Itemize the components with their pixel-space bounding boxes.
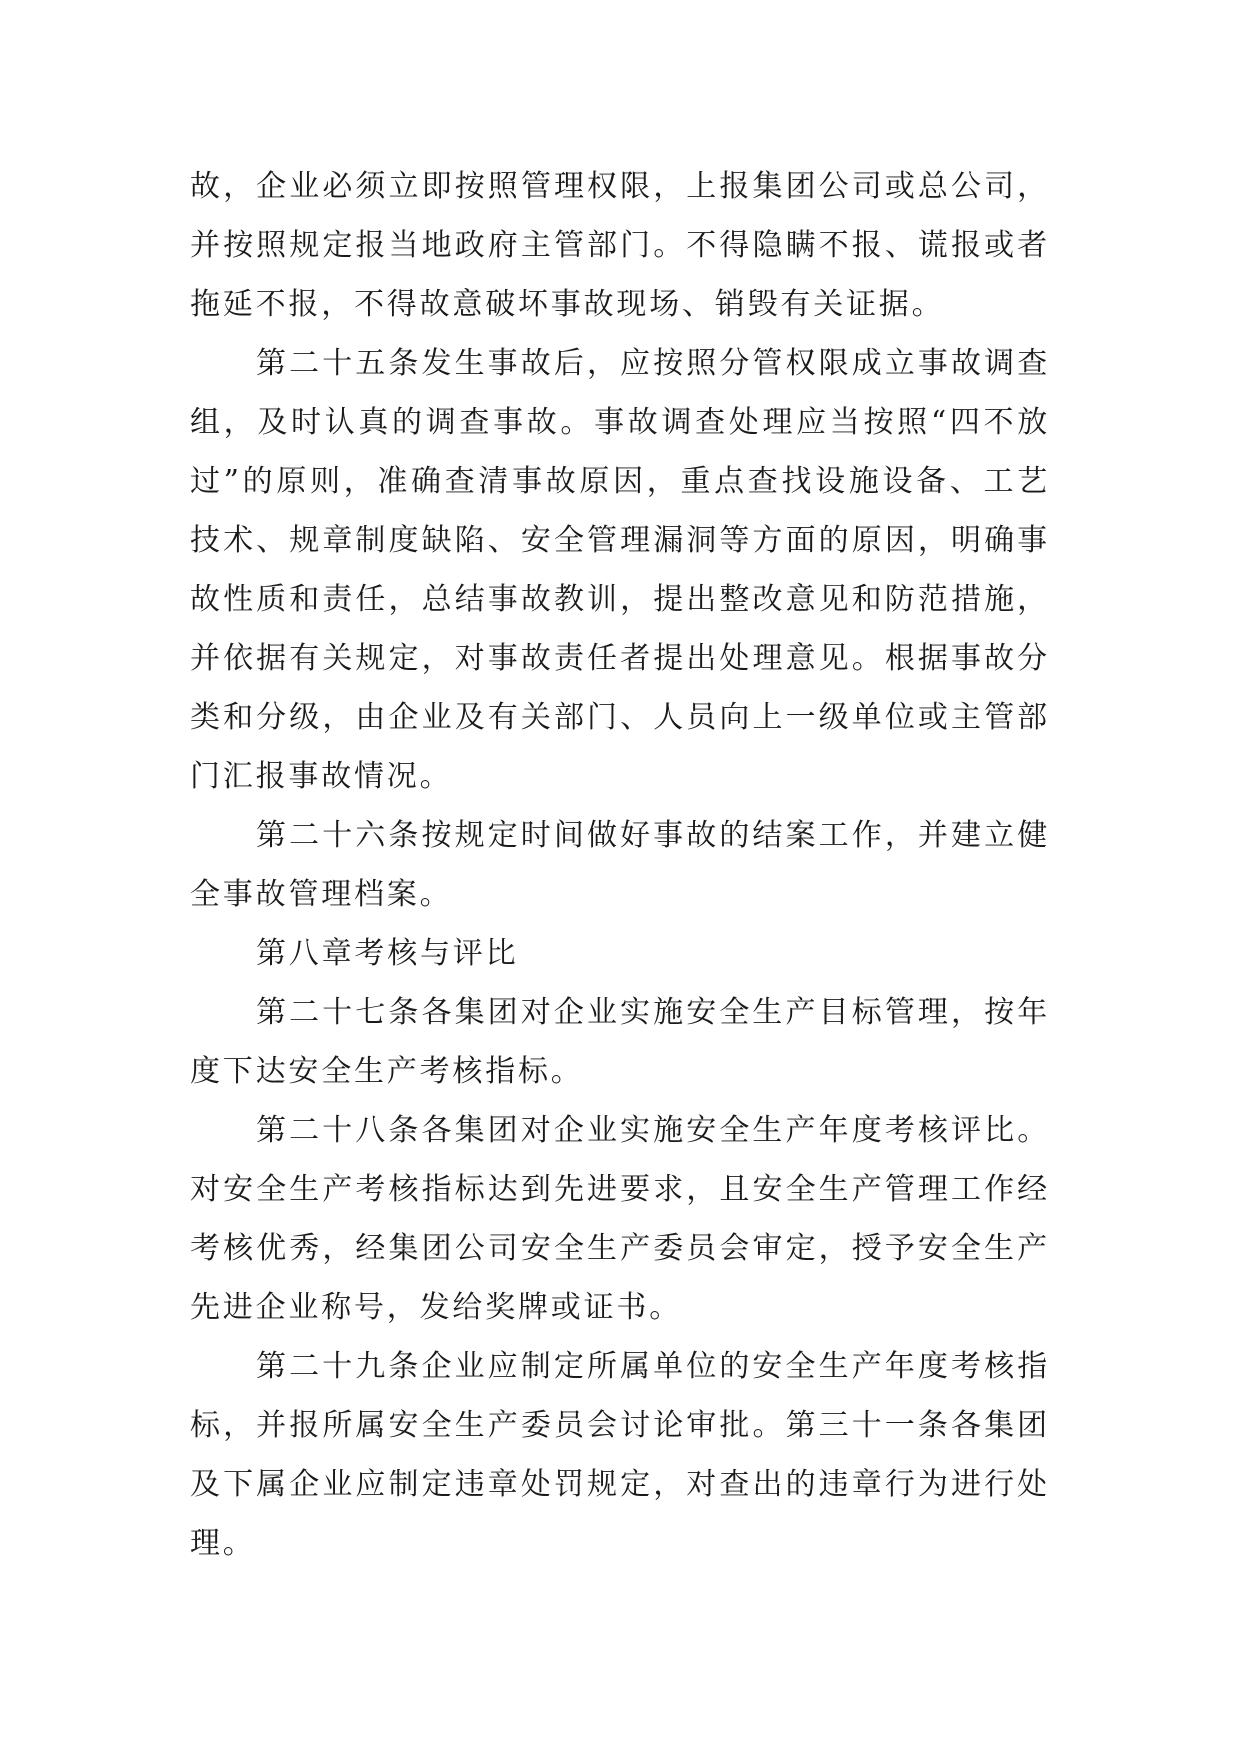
paragraph-article-28: 第二十八条各集团对企业实施安全生产年度考核评比。对安全生产考核指标达到先进要求，且安全生产管理工作经考核优秀，经集团公司安全生产委员会审定，授予安全生产先进企业称号，发给奖牌或证书。 xyxy=(190,1113,1050,1325)
paragraph-article-27: 第二十七条各集团对企业实施安全生产目标管理，按年度下达安全生产考核指标。 xyxy=(190,995,1050,1089)
paragraph-article-25: 第二十五条发生事故后，应按照分管权限成立事故调查组，及时认真的调查事故。事故调查处理应当按照“四不放过”的原则，准确查清事故原因，重点查找设施设备、工艺技术、规章制度缺陷、安全管理漏洞等方面的原因，明确事故性质和责任，总结事故教训，提出整改意见和防范措施，并依据有关规定，对事故责任者提出处理意见。根据事故分类和分级，由企业及有关部门、人员向上一级单位或主管部门汇报事故情况。 xyxy=(190,346,1050,794)
paragraph-article-29: 第二十九条企业应制定所属单位的安全生产年度考核指标，并报所属安全生产委员会讨论审批。第三十一条各集团及下属企业应制定违章处罚规定，对查出的违章行为进行处理。 xyxy=(190,1349,1050,1561)
chapter-heading: 第八章考核与评比 xyxy=(256,936,519,971)
paragraph-article-26: 第二十六条按规定时间做好事故的结案工作，并建立健全事故管理档案。 xyxy=(190,818,1050,912)
paragraph-accident-report: 故，企业必须立即按照管理权限，上报集团公司或总公司，并按照规定报当地政府主管部门。不得隐瞒不报、谎报或者拖延不报，不得故意破坏事故现场、销毁有关证据。 xyxy=(190,169,1050,322)
document-body xyxy=(190,157,1050,1573)
